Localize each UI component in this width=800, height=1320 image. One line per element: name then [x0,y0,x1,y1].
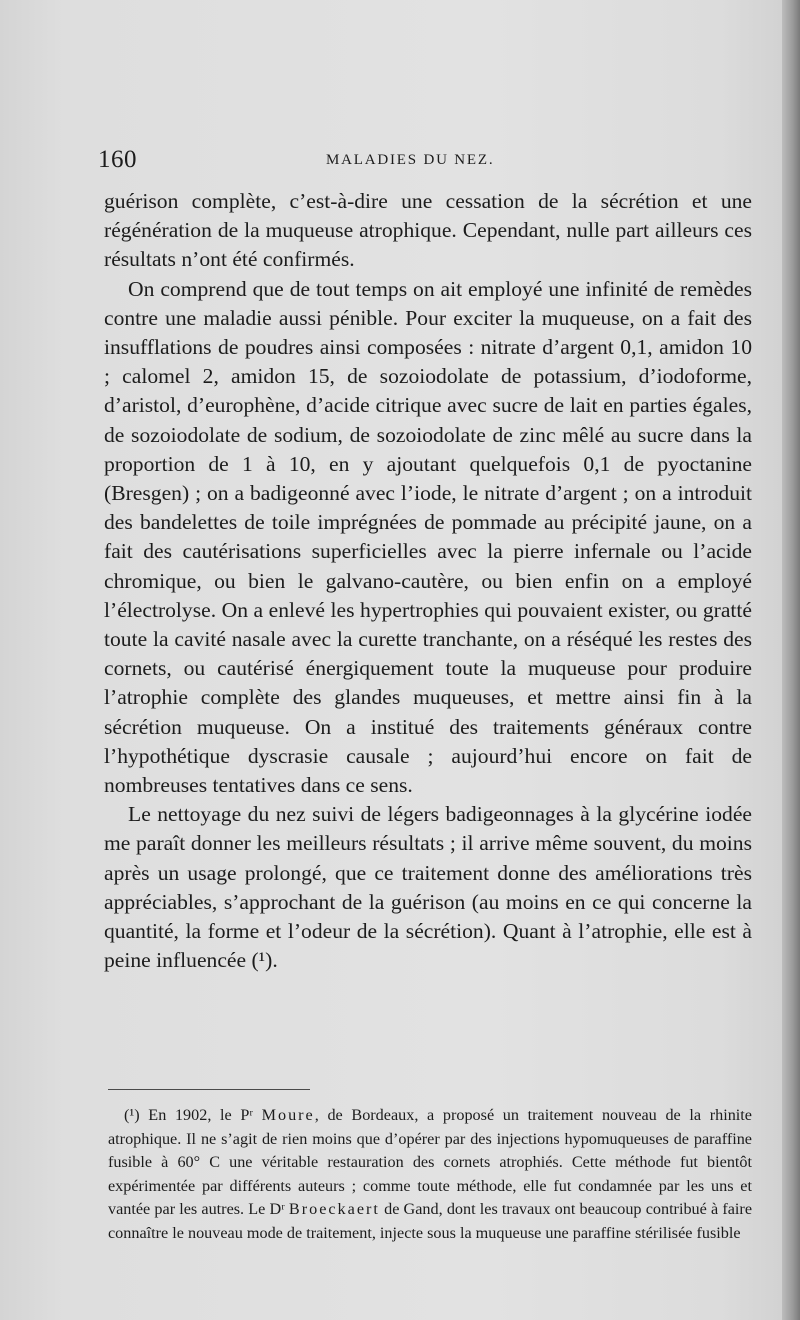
footnote-divider [108,1089,310,1090]
footnote-author-moure: Moure [261,1106,315,1124]
paragraph-1: guérison complète, c’est-à-dire une cessation de la sécrétion et une régénération de la muqueuse atrophique. Cependant, nulle part ailleurs ces résultats n’ont été confirmés. [104,189,752,272]
page-gutter-shadow [782,0,800,1320]
footnote-author-broeckaert: Broeckaert [288,1200,380,1219]
paragraph-2: On comprend que de tout temps on ait employé une infinité de remèdes contre une maladie aussi pénible. Pour exciter la muqueuse, on a fait des insufflations de poudres ainsi composées : nitrate d’argent 0,1, amidon 10 ; calomel 2, amidon 15, de sozoiodolate de potassium, d’iodoforme, d’aristol, d’europhène, d’acide citrique avec sucre de lait en parties égales, de sozoiodolate de sodium, de sozoiodolate de zinc mêlé au sucre dans la proportion de 1 à 10, en y ajoutant quelquefois 0,1 de pyoctanine (Bresgen) ; on a badigeonné avec l’iode, le nitrate d’argent ; on a introduit des bandelettes de toile imprégnées de pommade au précipité jaune, on a fait des cautérisations superficielles avec la pierre infernale ou l’acide chromique, ou bien le galvano-cautère, ou bien enfin on a employé l’électrolyse. On a enlevé les hypertrophies qui pouvaient exister, ou gratté toute la cavité nasale avec la curette tranchante, on a réséqué les restes des cornets, ou cautérisé énergiquement toute la muqueuse pour produire l’atrophie complète des glandes muqueuses, et mettre ainsi fin à la sécrétion muqueuse. On a institué des traitements généraux contre l’hypothétique dyscrasie causale ; aujourd’hui encore on fait de nombreuses tentatives dans ce sens. [104,276,752,798]
footnote-lead: (¹) En 1902, le Pʳ [124,1106,262,1124]
running-title: MALADIES DU NEZ. [326,152,495,168]
footnotes [108,1104,752,1246]
footnote-text-part-2: , de Bordeaux, a proposé un traitement nouveau de la rhinite atrophique. Il ne s’agit de rien moins que d’opérer par des injections hypomuqueuses de paraffine fusible à 60° C une véritable restauration des cornets atrophiés. Cette méthode fut bientôt expérimentée par différents auteurs ; comme toute méthode, elle fut condamnée par les uns et vantée par les autres. Le Dʳ [108,1106,752,1219]
page-number: 160 [98,146,137,173]
footnote-1 [108,1104,752,1246]
footnote-text-part-3: de Gand, dont les travaux ont beaucoup contribué à faire connaître le nouveau mode de traitement, injecte sous la muqueuse une paraffine stérilisée fusible [108,1200,752,1242]
main-text [104,187,752,975]
paragraph-3: Le nettoyage du nez suivi de légers badigeonnages à la glycérine iodée me paraît donner les meilleurs résultats ; il arrive même souvent, du moins après un usage prolongé, que ce traitement donne des améliorations très appréciables, s’approchant de la guérison (au moins en ce qui concerne la quantité, la forme et l’odeur de la sécrétion). Quant à l’atrophie, elle est à peine influencée (¹). [104,802,752,973]
page-header [98,142,750,178]
